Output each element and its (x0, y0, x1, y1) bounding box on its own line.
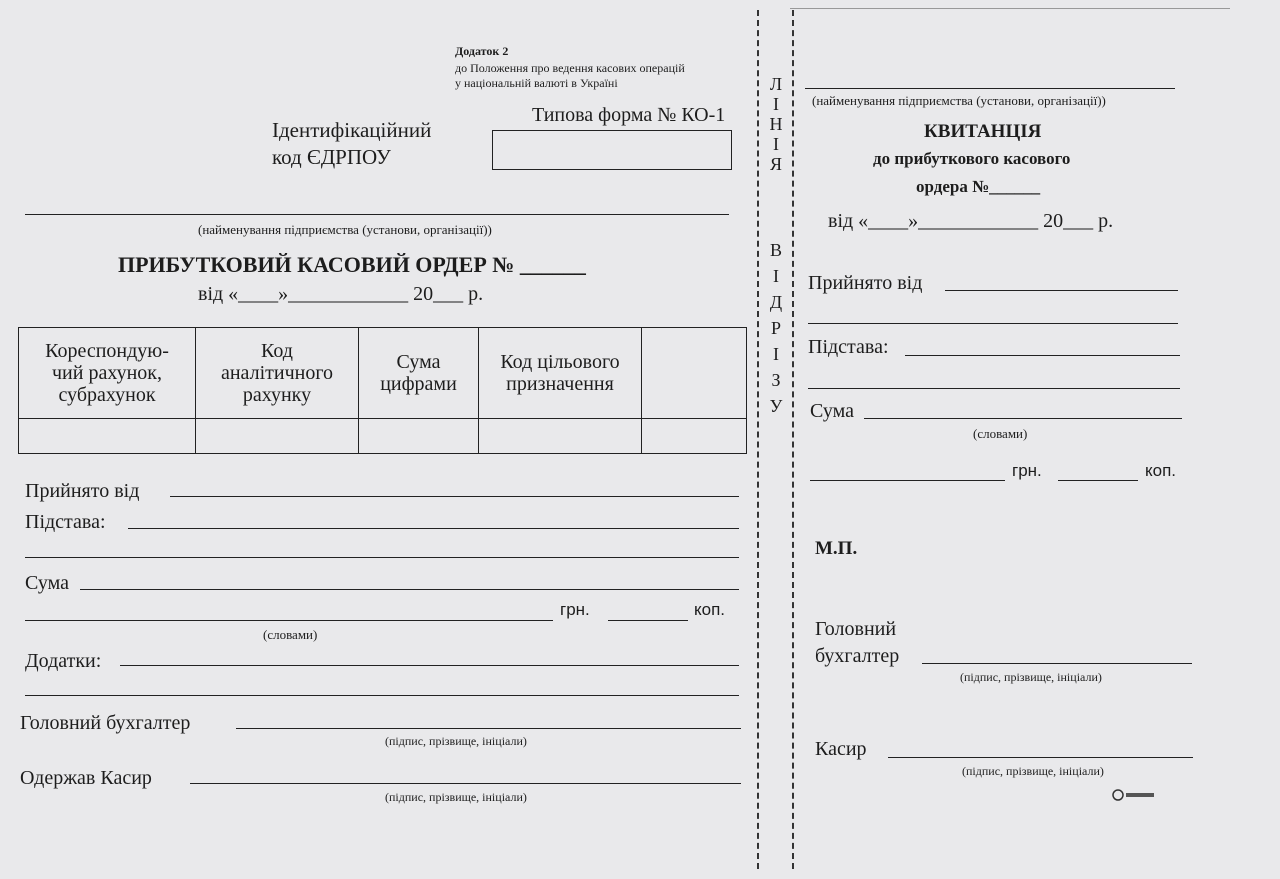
receipt-sum-line[interactable] (864, 418, 1182, 419)
receipt-org-caption: (найменування підприємства (установи, організації)) (812, 93, 1106, 108)
org-name-caption: (найменування підприємства (установи, організації)) (198, 222, 492, 237)
receipt-uah-label: грн. (1012, 461, 1042, 480)
table-header-corr-account (19, 328, 196, 419)
table-header-analytic-code (196, 328, 359, 419)
table-cell[interactable] (359, 419, 479, 454)
annex-line2: до Положення про ведення касових операцій (455, 61, 685, 75)
cut-letter: Я (769, 154, 782, 174)
receipt-subtitle-2: ордера №______ (916, 177, 1041, 196)
receipt-in-words-caption: (словами) (973, 426, 1028, 441)
receipt-org-name-line[interactable] (805, 88, 1175, 89)
receipt-kop-label: коп. (1145, 461, 1177, 480)
attachments-line[interactable] (120, 665, 739, 666)
sum-words-line[interactable] (25, 620, 553, 621)
basis-label: Підстава: (25, 511, 106, 533)
receipt-basis-line-2[interactable] (808, 388, 1180, 389)
header-line: аналітичного (220, 362, 334, 384)
stamp-place: М.П. (815, 538, 858, 559)
receipt-subtitle-1: до прибуткового касового (873, 149, 1071, 168)
receipt-chief-accountant-label-2: бухгалтер (815, 645, 900, 667)
received-from-line[interactable] (170, 496, 739, 497)
table-cell[interactable] (196, 419, 359, 454)
table-cell[interactable] (479, 419, 642, 454)
table-header-purpose-code (479, 328, 642, 419)
signature-caption-2: (підпис, прізвище, ініціали) (385, 790, 527, 804)
annex-line3: у національній валюті в Україні (455, 76, 618, 90)
table-header-sum-digits (359, 328, 479, 419)
basis-line-2[interactable] (25, 557, 739, 558)
receipt-received-from-line-2[interactable] (808, 323, 1178, 324)
sum-label: Сума (25, 572, 69, 594)
uah-label: грн. (560, 600, 590, 619)
order-date: від «____»____________ 20___ р. (198, 283, 484, 305)
header-line: субрахунок (58, 384, 156, 406)
cut-letter: З (771, 370, 781, 390)
org-name-line[interactable] (25, 214, 729, 215)
table-cell[interactable] (642, 419, 747, 454)
receipt-sum-label: Сума (810, 400, 854, 422)
in-words-caption: (словами) (263, 627, 318, 642)
received-from-label: Прийнято від (25, 480, 140, 502)
receipt-chief-accountant-label-1: Головний (815, 618, 897, 640)
basis-line[interactable] (128, 528, 739, 529)
cut-line-right (792, 10, 794, 869)
cut-letter: Н (769, 114, 783, 134)
receipt-kop-line[interactable] (1058, 480, 1138, 481)
cashier-signature-line[interactable] (190, 783, 741, 784)
attachments-label: Додатки: (25, 650, 102, 672)
form-number: Типова форма № КО-1 (532, 104, 726, 126)
header-line: Кореспондую- (45, 340, 169, 362)
cut-letter: В (769, 240, 782, 260)
receipt-chief-accountant-line[interactable] (922, 663, 1192, 664)
cut-line-word-line (765, 74, 787, 174)
attachments-line-2[interactable] (25, 695, 739, 696)
chief-accountant-signature-line[interactable] (236, 728, 741, 729)
receipt-cashier-line[interactable] (888, 757, 1193, 758)
cut-letter: Р (770, 318, 781, 338)
header-line: чий рахунок, (52, 362, 162, 384)
cut-letter: Л (769, 74, 783, 94)
cut-line-word-cut (765, 237, 787, 419)
signature-caption: (підпис, прізвище, ініціали) (385, 734, 527, 748)
header-line: цифрами (380, 373, 457, 395)
receipt-basis-line[interactable] (905, 355, 1180, 356)
annex-title: Додаток 2 (455, 44, 509, 58)
receipt-title: КВИТАНЦІЯ (924, 121, 1042, 142)
receipt-signature-caption-2: (підпис, прізвище, ініціали) (962, 764, 1104, 778)
cut-letter: І (773, 344, 779, 364)
chief-accountant-label: Головний бухгалтер (20, 712, 191, 734)
id-code-label-2: код ЄДРПОУ (272, 145, 391, 169)
receipt-received-from-line[interactable] (945, 290, 1178, 291)
kop-label: коп. (694, 600, 726, 619)
receipt-date: від «____»____________ 20___ р. (828, 210, 1114, 232)
table-cell[interactable] (19, 419, 196, 454)
cashier-received-label: Одержав Касир (20, 767, 152, 789)
header-line: Код (261, 340, 293, 362)
id-code-label-1: Ідентифікаційний (272, 118, 432, 142)
table-header-blank (642, 328, 747, 419)
edrpou-code-field[interactable] (492, 130, 732, 170)
order-title: ПРИБУТКОВИЙ КАСОВИЙ ОРДЕР № ______ (118, 252, 586, 277)
header-line: призначення (506, 373, 614, 395)
receipt-received-from-label: Прийнято від (808, 272, 923, 294)
cut-letter: І (773, 134, 779, 154)
receipt-uah-line[interactable] (810, 480, 1005, 481)
header-line: Сума (396, 351, 441, 373)
header-line: Код цільового (500, 351, 620, 373)
cut-letter: І (773, 94, 779, 114)
kop-line[interactable] (608, 620, 688, 621)
cut-line-left (757, 10, 759, 869)
sum-line[interactable] (80, 589, 739, 590)
cut-letter: Д (769, 292, 783, 312)
receipt-signature-caption: (підпис, прізвище, ініціали) (960, 670, 1102, 684)
header-line: рахунку (242, 384, 312, 406)
printer-logo-icon (1112, 788, 1156, 802)
cut-letter: У (769, 396, 783, 416)
cut-letter: І (773, 266, 779, 286)
receipt-cashier-label: Касир (815, 738, 867, 760)
accounts-table (18, 327, 747, 454)
top-edge-rule (790, 8, 1230, 9)
receipt-basis-label: Підстава: (808, 336, 889, 358)
